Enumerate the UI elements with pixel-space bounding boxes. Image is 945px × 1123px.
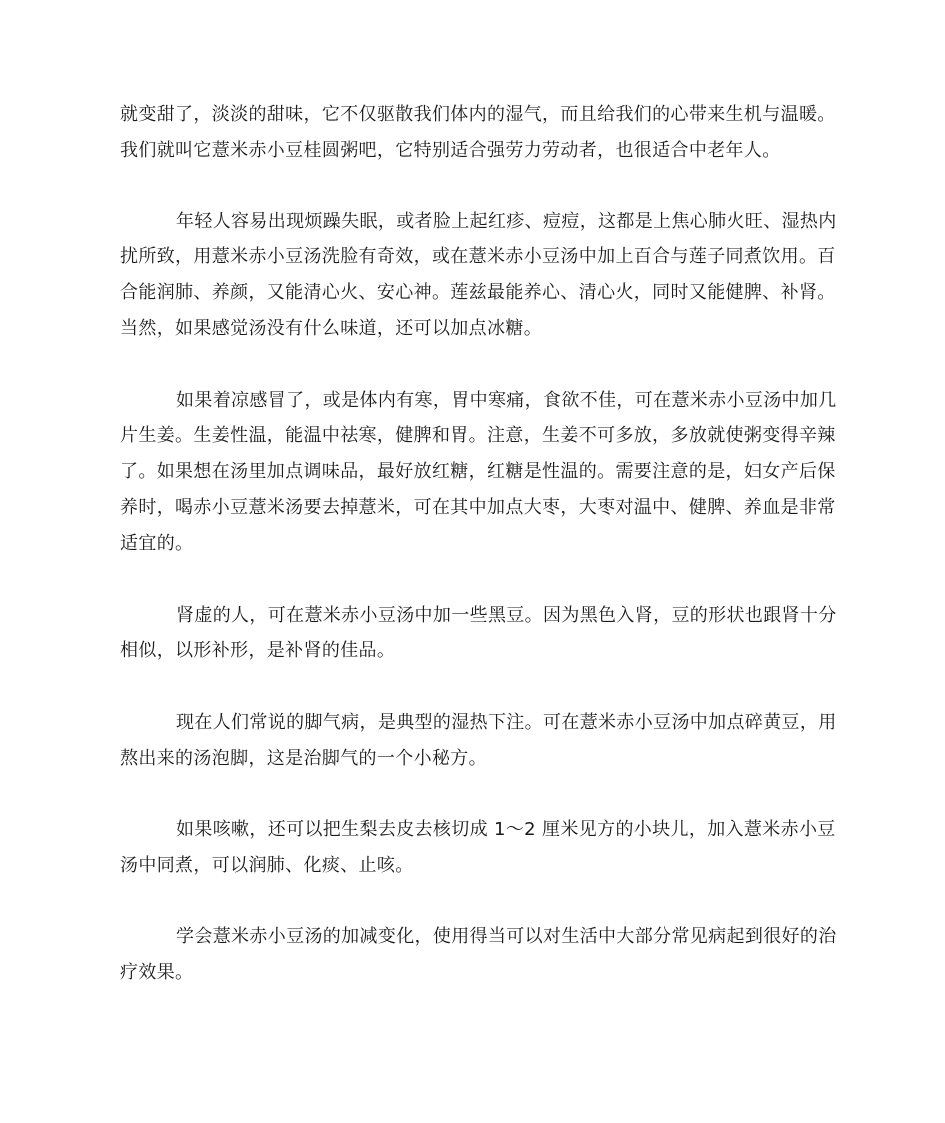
text-line-5: 合能润肺、养颜，又能清心火、安心神。莲兹最能养心、清心火，同时又能健脾、补肾。 [120,282,836,303]
text-line-6: 当然，如果感觉汤没有什么味道，还可以加点冰糖。 [120,318,543,339]
text-line-13: 相似，以形补形，是补肾的佳品。 [120,640,396,661]
text-line-11: 适宜的。 [120,533,194,554]
text-line-19: 疗效果。 [120,962,194,983]
text-line-16: 如果咳嗽，还可以把生梨去皮去核切成 1～2 厘米见方的小块儿，加入薏米赤小豆 [176,819,836,840]
text-line-10: 养时，喝赤小豆薏米汤要去掉薏米，可在其中加点大枣，大枣对温中、健脾、养血是非常 [120,497,836,518]
text-line-2: 我们就叫它薏米赤小豆桂圆粥吧，它特别适合强劳力劳动者，也很适合中老年人。 [120,140,781,161]
text-line-7: 如果着凉感冒了，或是体内有寒，胃中寒痛，食欲不佳，可在薏米赤小豆汤中加几 [176,390,837,411]
text-line-15: 熬出来的汤泡脚，这是治脚气的一个小秘方。 [120,748,487,769]
text-line-9: 了。如果想在汤里加点调味品，最好放红糖，红糖是性温的。需要注意的是，妇女产后保 [120,461,836,482]
text-line-17: 汤中同煮，可以润肺、化痰、止咳。 [120,855,414,876]
text-line-12: 肾虚的人，可在薏米赤小豆汤中加一些黑豆。因为黑色入肾，豆的形状也跟肾十分 [176,605,837,626]
text-line-18: 学会薏米赤小豆汤的加减变化，使用得当可以对生活中大部分常见病起到很好的治 [176,926,837,947]
text-line-1: 就变甜了，淡淡的甜味，它不仅驱散我们体内的湿气，而且给我们的心带来生机与温暖。 [120,104,836,125]
text-line-3: 年轻人容易出现烦躁失眠，或者脸上起红疹、痘痘，这都是上焦心肺火旺、湿热内 [176,211,837,232]
text-line-8: 片生姜。生姜性温，能温中祛寒，健脾和胃。注意，生姜不可多放，多放就使粥变得辛辣 [120,425,836,446]
text-line-14: 现在人们常说的脚气病，是典型的湿热下注。可在薏米赤小豆汤中加点碎黄豆，用 [176,712,837,733]
text-line-4: 扰所致，用薏米赤小豆汤洗脸有奇效，或在薏米赤小豆汤中加上百合与莲子同煮饮用。百 [120,246,836,267]
